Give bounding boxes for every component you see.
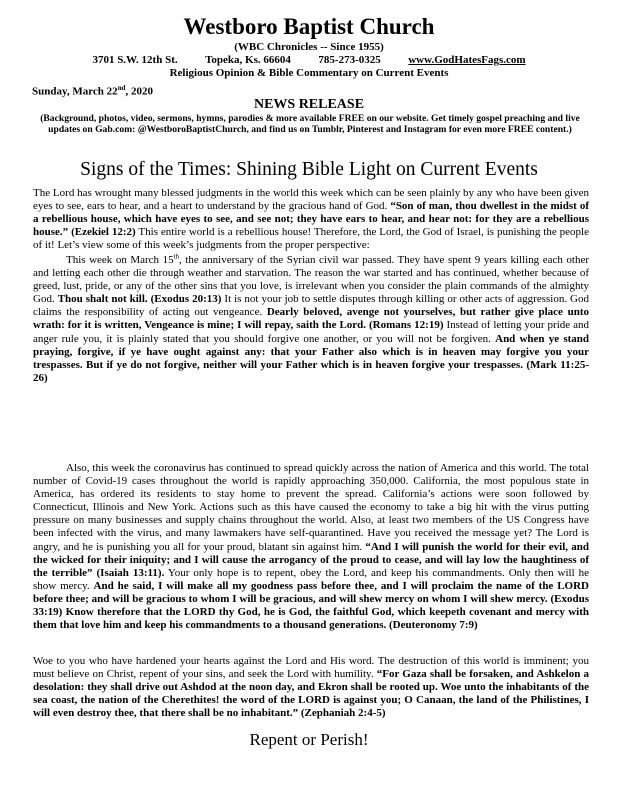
paragraph-1 [33,187,589,252]
p3-text-c: Your only hope is to repent, obey the Lord, and keep his commandments. Only then will he show mercy. [33,566,590,592]
p3-scripture-isaiah: “And I will punish the world for their evil, and the wicked for their iniquity; and I will cause the arrogancy of the proud to cease, and will lay low the haughtiness of the terrible” (Isaiah 13:11). [33,540,589,579]
p2-text-a: This week on March 15 [66,254,174,266]
p3-scripture-exodus-deut: And he said, I will make all my goodness pass before thee, and I will proclaim the name of the LORD before thee; and will be gracious to whom I will be gracious, and will shew mercy on whom I will shew mercy. (Exodus 33:19) Know therefore that the LORD thy God, he is God, the faithful God, which keepeth covenant and mercy with them that love him and keep his commandments to a thousand generations. (Deuteronomy 7:9) [33,579,589,632]
background-note: (Background, photos, video, sermons, hymns, parodies & more available FREE on our website. Get timely gospel preaching and live updates on Gab.com: @WestboroBaptistChurch, and find us on Tumblr, Pinterest and Instagram for even more FREE content.) [40,113,580,136]
chronicles-subtitle: (WBC Chronicles -- Since 1955) [234,41,384,53]
street-address: 3701 S.W. 12th St. [92,54,178,66]
p4-scripture-zephaniah: “For Gaza shall be forsaken, and Ashkelon a desolation: they shall drive out Ashdod at the noon day, and Ekron shall be rooted up. Woe unto the inhabitants of the sea coast, the nation of the Cherethites! the word of the LORD is against you; O Canaan, the land of the Philistines, I will even destroy thee, that there shall be no inhabitant.” [33,668,589,720]
p1-text-c: This entire world is a rebellious house! Therefore, the Lord, the God of Israel, is punishing the people of it! Let’s view some of this week’s judgments from the proper perspective: [33,226,589,252]
website-link[interactable]: www.GodHatesFags.com [408,54,526,66]
phone-number: 785-273-0325 [318,54,381,66]
p2-scripture-romans: Dearly beloved, avenge not yourselves, but rather give place unto wrath: for it is written, Vengeance is mine; I will repay, saith the Lord. (Romans 12:19) [33,306,589,332]
church-name-title: Westboro Baptist Church [183,14,435,39]
p4-citation: (Zephaniah 2:4-5) [298,707,386,720]
news-release-heading: NEWS RELEASE [253,97,365,112]
p3-text-a: Also, this week the coronavirus has continued to spread quickly across the nation of America and this world. The total number of Covid-19 cases throughout the world is rapidly approaching 350,000. California, the most populous state in America, has ordered its residents to stay home to prevent the spread. California’s actions were soon followed by Connecticut, Illinois and New York. Actions such as this have caused the economy to take a big hit with the virus putting pressure on many businesses and supply chains throughout the world. Also, at least two members of the US Congress have been infected with the virus, and many lawmakers have self-quarantined. Have you received the message yet? The Lord is angry, and he is punishing you all for your proud, blatant sin against him. [33,462,589,553]
paragraph-4 [33,655,589,720]
p2-scripture-exodus: Thou shalt not kill. (Exodus 20:13) [57,293,222,306]
p1-text-a: The Lord has wrought many blessed judgments in the world this week which can be seen plainly by any who have been given eyes to see, ears to hear, and a heart to understand by the gracious hand of God. [33,187,589,213]
p1-scripture: “Son of man, thou dwellest in the midst of a rebellious house, which have eyes to see, and see not; they have ears to hear, and hear not: for they are a rebellious house.” (Ezekiel 12:2) [33,200,589,239]
date-year: , 2020 [125,85,153,98]
paragraph-2 [33,254,589,385]
city-address: Topeka, Ks. 66604 [205,54,291,66]
p2-scripture-mark: And when ye stand praying, forgive, if ye have ought against any: that your Father also which is in heaven may forgive you your trespasses. But if ye do not forgive, neither will your Father which is in heaven forgive your trespasses. (Mark 11:25-26) [33,332,589,384]
tagline: Religious Opinion & Bible Commentary on Current Events [169,67,449,79]
p2-text-b: , the anniversary of the Syrian civil war passed. They have spent 9 years killing each other and letting each other die through weather and starvation. The reason the war started and has continued, whether because of greed, lust, pride, or any of the other sins that you love, is irrelevant when you consider the plain commands of the almighty God. [33,254,589,306]
date-prefix: Sunday, March 22 [32,85,118,98]
closing-line: Repent or Perish! [249,730,369,749]
date-suffix: nd [117,84,126,92]
p2-text-d: It is not your job to settle disputes through killing or other acts of aggression. God claims the responsibility of acting out vengeance. [33,293,589,319]
article-headline: Signs of the Times: Shining Bible Light on Current Events [80,159,538,180]
contact-line [0,54,618,67]
p2-text-f: Instead of letting your pride and anger rule you, it is plainly stated that you should forgive one another, or you will not be forgiven. [33,319,590,345]
paragraph-3 [33,462,589,632]
p2-sup: th [173,252,180,261]
p4-text-a: Woe to you who have hardened your hearts against the Lord and His word. The destruction of this world is imminent; you must believe on Christ, repent of your sins, and seek the Lord with humility. [33,655,589,681]
